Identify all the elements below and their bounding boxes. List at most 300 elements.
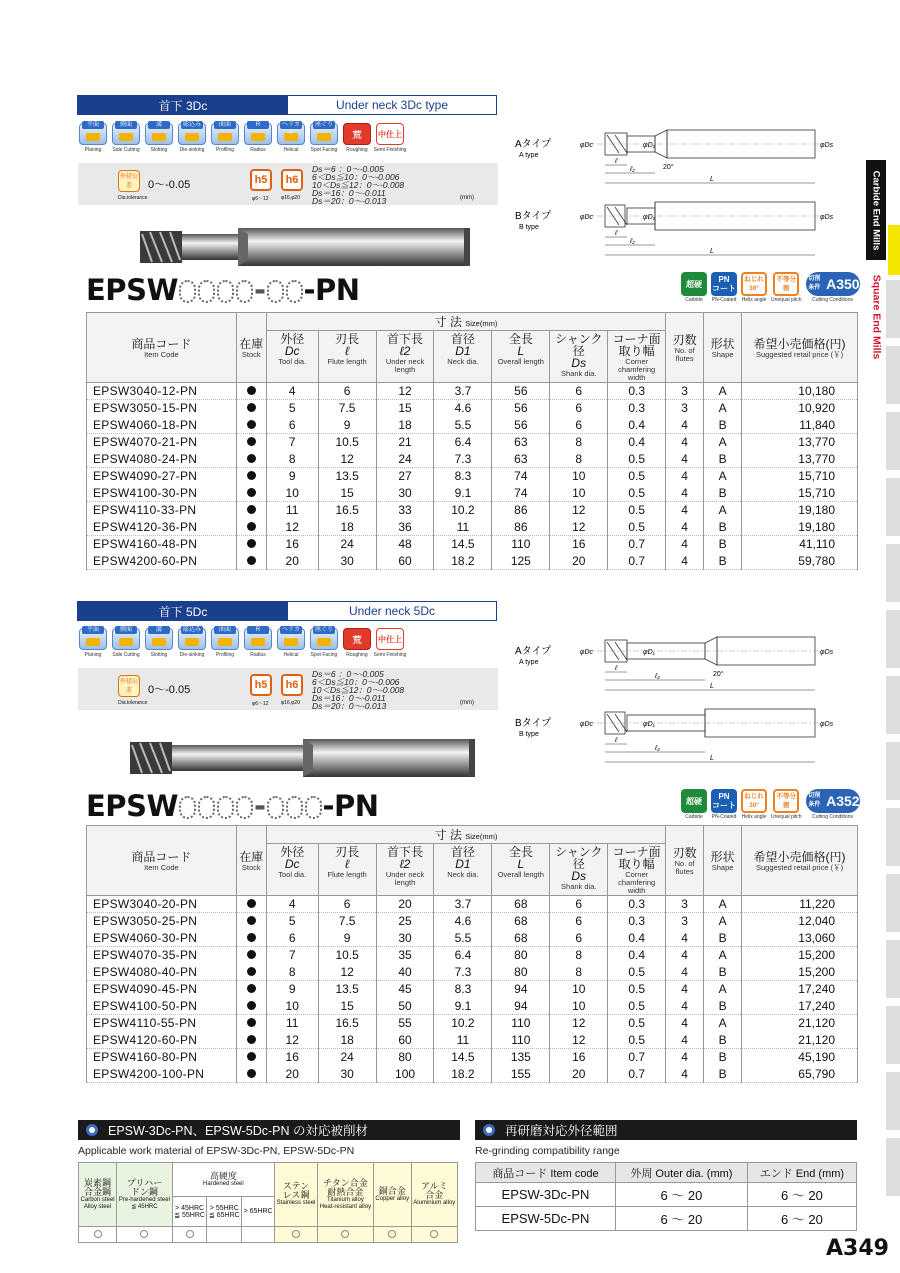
in-stock-icon bbox=[247, 471, 256, 480]
mat-mark bbox=[275, 1227, 318, 1243]
badge-caption: PN-Coated bbox=[711, 297, 737, 303]
d1-label: φD₁ bbox=[643, 214, 655, 221]
badge-caption: Unequal pitch bbox=[771, 814, 802, 820]
app-caption: Helical bbox=[283, 147, 299, 153]
cell: 9 bbox=[266, 981, 318, 998]
stock-cell bbox=[236, 1066, 266, 1083]
badge-label: 切削条件 bbox=[808, 276, 821, 291]
app-caption: Spot Facing bbox=[310, 147, 338, 153]
table-row bbox=[87, 485, 858, 502]
cell: 13,770 bbox=[742, 434, 858, 451]
badge-caption: Helix angle bbox=[741, 814, 767, 820]
cell: B bbox=[704, 964, 742, 981]
cell: 4.6 bbox=[434, 400, 492, 417]
side-index-tab bbox=[886, 676, 900, 734]
app-caption: Profiling bbox=[215, 652, 235, 658]
cell: 13.5 bbox=[318, 981, 376, 998]
cell: B bbox=[704, 1032, 742, 1049]
cell: 8 bbox=[550, 964, 608, 981]
badge-label: ねじれ30° bbox=[744, 276, 764, 292]
cell: 8 bbox=[550, 434, 608, 451]
dia-tolerance-icon-2: 外径公差 bbox=[118, 675, 140, 697]
dc-label: φDc bbox=[579, 214, 593, 221]
cell: 24 bbox=[318, 1049, 376, 1066]
cell: 100 bbox=[376, 1066, 434, 1083]
suitable-icon bbox=[292, 1230, 300, 1238]
cell: 3 bbox=[666, 896, 704, 913]
cell: 9 bbox=[266, 468, 318, 485]
cell: 125 bbox=[492, 553, 550, 570]
cell: B bbox=[704, 485, 742, 502]
cell: 6 bbox=[266, 930, 318, 947]
cell: 0.7 bbox=[608, 553, 666, 570]
mat-col: チタン合金 耐熱合金 Titanium alloy Heat-resistant alloy bbox=[317, 1163, 373, 1227]
cell: 0.5 bbox=[608, 1032, 666, 1049]
cell: 21,120 bbox=[742, 1032, 858, 1049]
semi-finishing-icon: 中仕上 bbox=[376, 628, 404, 650]
app-caption: Helical bbox=[283, 652, 299, 658]
app-caption: Roughing bbox=[346, 652, 368, 658]
stock-cell bbox=[236, 451, 266, 468]
cell: 0.3 bbox=[608, 896, 666, 913]
th-price: 希望小売価格(円) Suggested retail price (￥) bbox=[742, 313, 858, 383]
cell: 0.3 bbox=[608, 913, 666, 930]
item-code: EPSW4070-35-PN bbox=[87, 947, 237, 964]
th-flutes: 刃数 No. of flutes bbox=[666, 313, 704, 383]
side-index-tab bbox=[886, 412, 900, 470]
cell: 14.5 bbox=[434, 536, 492, 553]
cell: 6.4 bbox=[434, 947, 492, 964]
cell: 18 bbox=[318, 1032, 376, 1049]
table-row bbox=[87, 947, 858, 964]
app-radius bbox=[243, 123, 273, 153]
bullet-icon-2 bbox=[483, 1124, 495, 1136]
cell: A bbox=[704, 896, 742, 913]
regrind-table bbox=[475, 1162, 857, 1231]
cell: 13.5 bbox=[318, 468, 376, 485]
mat-col: 銅合金 Copper alloy bbox=[373, 1163, 411, 1227]
application-icons bbox=[78, 123, 405, 153]
cell: 6 bbox=[550, 400, 608, 417]
in-stock-icon bbox=[247, 933, 256, 942]
mat-mark bbox=[79, 1227, 117, 1243]
stock-cell bbox=[236, 383, 266, 400]
badge-caption: Cutting Conditions bbox=[812, 297, 853, 303]
cell: 3 bbox=[666, 913, 704, 930]
cell: 41,110 bbox=[742, 536, 858, 553]
badge-label: PN コート bbox=[712, 792, 736, 810]
shank-tolerance-line: Ds＝6 ：0～-0.005 bbox=[312, 164, 384, 174]
cell: 7 bbox=[266, 947, 318, 964]
badge-label: 切削条件 bbox=[808, 793, 821, 808]
th-item-code: 商品コード Item Code bbox=[87, 826, 237, 896]
cell: 14.5 bbox=[434, 1049, 492, 1066]
cell: B bbox=[704, 998, 742, 1015]
stock-cell bbox=[236, 502, 266, 519]
cell: 4 bbox=[666, 1066, 704, 1083]
section2-header-en: Under neck 5Dc bbox=[288, 602, 496, 620]
cell: 12 bbox=[550, 1015, 608, 1032]
type-label-en: B type bbox=[519, 224, 539, 231]
cell: 110 bbox=[492, 1015, 550, 1032]
regrind-h-end: エンド End (mm) bbox=[747, 1163, 856, 1183]
cell: 0.5 bbox=[608, 964, 666, 981]
item-code: EPSW4120-60-PN bbox=[87, 1032, 237, 1049]
cell: 4 bbox=[666, 434, 704, 451]
mat-carbon: 炭素鋼 合金鋼 Carbon steel Alloy steel bbox=[79, 1163, 117, 1227]
side-index-tab bbox=[886, 940, 900, 998]
badge-caption: Cutting Conditions bbox=[812, 814, 853, 820]
cell: 19,180 bbox=[742, 519, 858, 536]
regrind-cell: 6 ～ 20 bbox=[616, 1207, 748, 1231]
cell: A bbox=[704, 1015, 742, 1032]
regrind-h-outer: 外周 Outer dia. (mm) bbox=[616, 1163, 748, 1183]
cell: 4 bbox=[266, 383, 318, 400]
th-chamfer: コーナ面取り幅 Corner chamfering width bbox=[608, 844, 666, 896]
cell: 36 bbox=[376, 519, 434, 536]
app-caption: Planing bbox=[84, 652, 102, 658]
side-cutting-icon: 側面 bbox=[112, 628, 140, 650]
dc-label: φDc bbox=[579, 142, 593, 149]
cell: 48 bbox=[376, 536, 434, 553]
ds-label: φDs bbox=[820, 649, 834, 656]
item-code: EPSW4090-27-PN bbox=[87, 468, 237, 485]
cell: 7.5 bbox=[318, 400, 376, 417]
l-label: ℓ bbox=[615, 737, 618, 744]
cell: 17,240 bbox=[742, 981, 858, 998]
cell: 9.1 bbox=[434, 998, 492, 1015]
th-item-code: 商品コード Item Code bbox=[87, 313, 237, 383]
in-stock-icon bbox=[247, 899, 256, 908]
cell: 0.4 bbox=[608, 947, 666, 964]
dia-tolerance-value-2: 0～-0.05 bbox=[148, 684, 191, 696]
mat-col: ステン レス鋼 Stainless steel bbox=[275, 1163, 318, 1227]
table-row bbox=[87, 553, 858, 570]
app-side-cutting bbox=[111, 628, 141, 658]
in-stock-icon bbox=[247, 386, 256, 395]
cell: 20 bbox=[550, 1066, 608, 1083]
shank-tolerance-line: 6＜Ds≦10：0～-0.006 bbox=[312, 172, 400, 182]
cell: 4 bbox=[666, 1015, 704, 1032]
side-index-tab bbox=[886, 478, 900, 536]
cell: 18.2 bbox=[434, 553, 492, 570]
badge-carbide bbox=[681, 272, 707, 303]
app-caption: Semi Finishing bbox=[373, 652, 407, 658]
item-code: EPSW4200-100-PN bbox=[87, 1066, 237, 1083]
cell: 56 bbox=[492, 383, 550, 400]
item-code: EPSW4200-60-PN bbox=[87, 553, 237, 570]
suitable-icon bbox=[186, 1230, 194, 1238]
cell: 21 bbox=[376, 434, 434, 451]
cell: 135 bbox=[492, 1049, 550, 1066]
side-index-tab bbox=[886, 1138, 900, 1196]
roughing-icon: 荒 bbox=[343, 628, 371, 650]
in-stock-icon bbox=[247, 403, 256, 412]
cell: 5 bbox=[266, 400, 318, 417]
in-stock-icon bbox=[247, 522, 256, 531]
side-tab-red bbox=[866, 262, 886, 372]
cell: B bbox=[704, 930, 742, 947]
l-label: ℓ bbox=[615, 230, 618, 237]
cell: 45 bbox=[376, 981, 434, 998]
app-caption: Side Cutting bbox=[112, 147, 140, 153]
cell: 8.3 bbox=[434, 468, 492, 485]
side-index-tab bbox=[886, 610, 900, 668]
app-roughing bbox=[342, 628, 372, 658]
roughing-icon: 荒 bbox=[343, 123, 371, 145]
cell: 30 bbox=[376, 930, 434, 947]
app-caption: Profiling bbox=[215, 147, 235, 153]
end-mill-photo-2 bbox=[128, 733, 483, 783]
dia-tolerance-caption: Dia.tolerance bbox=[118, 195, 148, 201]
th-stock: 在庫 Stock bbox=[236, 313, 266, 383]
item-code: EPSW3040-12-PN bbox=[87, 383, 237, 400]
section1-header-en: Under neck 3Dc type bbox=[288, 96, 496, 114]
side-index-tab bbox=[886, 1006, 900, 1064]
table-row bbox=[87, 519, 858, 536]
cell: 12 bbox=[550, 502, 608, 519]
cell: 110 bbox=[492, 1032, 550, 1049]
cell: 4 bbox=[266, 896, 318, 913]
app-caption: Slotting bbox=[150, 147, 168, 153]
dia-tolerance-icon: 外径公差 bbox=[118, 170, 140, 192]
h6-badge: h6 bbox=[281, 169, 303, 191]
regrind-h-code: 商品コード Item code bbox=[476, 1163, 616, 1183]
item-code: EPSW4070-21-PN bbox=[87, 434, 237, 451]
type-label: Bタイプ bbox=[515, 718, 552, 729]
cell: 16 bbox=[266, 1049, 318, 1066]
cell: 15 bbox=[318, 485, 376, 502]
cell: 4 bbox=[666, 981, 704, 998]
cell: 6.4 bbox=[434, 434, 492, 451]
th-stock: 在庫 Stock bbox=[236, 826, 266, 896]
table-row bbox=[87, 400, 858, 417]
cell: 6 bbox=[550, 930, 608, 947]
in-stock-icon bbox=[247, 488, 256, 497]
cell: 16.5 bbox=[318, 1015, 376, 1032]
cell: 4 bbox=[666, 468, 704, 485]
suitable-icon bbox=[430, 1230, 438, 1238]
in-stock-icon bbox=[247, 950, 256, 959]
unit-label: (mm) bbox=[460, 195, 474, 201]
cell: 6 bbox=[266, 417, 318, 434]
cell: 0.7 bbox=[608, 536, 666, 553]
l2-label: ℓ₂ bbox=[630, 238, 635, 245]
suitable-icon bbox=[341, 1230, 349, 1238]
cell: 12 bbox=[318, 964, 376, 981]
cell: 94 bbox=[492, 998, 550, 1015]
cell: A bbox=[704, 913, 742, 930]
cell: 60 bbox=[376, 553, 434, 570]
cell: 7 bbox=[266, 434, 318, 451]
app-die-sinking bbox=[177, 123, 207, 153]
h5-note-2: φ6～12 bbox=[252, 701, 269, 707]
dimension-diagram-2 bbox=[515, 632, 845, 767]
table-row bbox=[87, 383, 858, 400]
cell: 27 bbox=[376, 468, 434, 485]
cell: 56 bbox=[492, 400, 550, 417]
table-row bbox=[87, 896, 858, 913]
cell: 4 bbox=[666, 553, 704, 570]
cell: 0.5 bbox=[608, 519, 666, 536]
side-index-tab bbox=[886, 544, 900, 602]
item-code: EPSW4100-50-PN bbox=[87, 998, 237, 1015]
L-label: L bbox=[710, 755, 714, 762]
stock-cell bbox=[236, 400, 266, 417]
mat-mark bbox=[242, 1227, 275, 1243]
cell: 10.5 bbox=[318, 434, 376, 451]
cell: 20 bbox=[550, 553, 608, 570]
cell: 10.2 bbox=[434, 1015, 492, 1032]
h5-note: φ6～12 bbox=[252, 196, 269, 202]
stock-cell bbox=[236, 519, 266, 536]
table-row bbox=[87, 1066, 858, 1083]
badge-unequal-pitch bbox=[771, 272, 802, 303]
item-code: EPSW4060-18-PN bbox=[87, 417, 237, 434]
cell: 4 bbox=[666, 417, 704, 434]
table-row bbox=[87, 468, 858, 485]
badge-unequal-pitch bbox=[771, 789, 802, 820]
cell: 6 bbox=[318, 896, 376, 913]
cell: 68 bbox=[492, 913, 550, 930]
app-caption: Spot Facing bbox=[310, 652, 338, 658]
side-tab-accent bbox=[888, 225, 900, 275]
app-caption: Semi Finishing bbox=[373, 147, 407, 153]
cell: 15 bbox=[376, 400, 434, 417]
cell: 15,710 bbox=[742, 468, 858, 485]
cell: 10 bbox=[550, 485, 608, 502]
cell: 94 bbox=[492, 981, 550, 998]
l2-label: ℓ₂ bbox=[630, 166, 635, 173]
table-row bbox=[87, 930, 858, 947]
in-stock-icon bbox=[247, 505, 256, 514]
stock-cell bbox=[236, 1032, 266, 1049]
materials-table bbox=[78, 1162, 458, 1243]
cell: 0.3 bbox=[608, 400, 666, 417]
item-code: EPSW4080-24-PN bbox=[87, 451, 237, 468]
cell: 4 bbox=[666, 1032, 704, 1049]
cell: 15,200 bbox=[742, 947, 858, 964]
cell: 0.7 bbox=[608, 1049, 666, 1066]
app-semi-finishing bbox=[375, 628, 405, 658]
cell: 20 bbox=[266, 1066, 318, 1083]
cell: B bbox=[704, 1049, 742, 1066]
stock-cell bbox=[236, 536, 266, 553]
h5-badge: h5 bbox=[250, 169, 272, 191]
cell: 6 bbox=[550, 383, 608, 400]
cell: 55 bbox=[376, 1015, 434, 1032]
cell: 80 bbox=[376, 1049, 434, 1066]
cell: 16.5 bbox=[318, 502, 376, 519]
cell: 33 bbox=[376, 502, 434, 519]
spot-facing-icon: 座ぐり bbox=[310, 123, 338, 145]
type-label-en: A type bbox=[519, 659, 539, 666]
shank-tolerance-list bbox=[312, 165, 404, 205]
cell: 12 bbox=[376, 383, 434, 400]
app-slotting bbox=[144, 628, 174, 658]
table-row bbox=[87, 417, 858, 434]
ds-label: φDs bbox=[820, 721, 834, 728]
table-row bbox=[87, 536, 858, 553]
side-cutting-icon: 側面 bbox=[112, 123, 140, 145]
th-ds: シャンク径 Ds Shank dia. bbox=[550, 844, 608, 896]
app-roughing bbox=[342, 123, 372, 153]
app-caption: Radius bbox=[250, 147, 266, 153]
side-index-tab bbox=[886, 1072, 900, 1130]
badge-pn-coated bbox=[711, 272, 737, 303]
th-ds: シャンク径 Ds Shank dia. bbox=[550, 331, 608, 383]
cell: 80 bbox=[492, 964, 550, 981]
cell: B bbox=[704, 451, 742, 468]
th-dimensions: 寸 法 Size(mm) bbox=[266, 313, 665, 331]
cell: 5.5 bbox=[434, 930, 492, 947]
section1-title: EPSW - -PN bbox=[86, 273, 360, 307]
side-index-tab bbox=[886, 742, 900, 800]
type-label-en: A type bbox=[519, 152, 539, 159]
h6-note-2: φ16,φ20 bbox=[281, 700, 300, 706]
mat-mark bbox=[411, 1227, 457, 1243]
in-stock-icon bbox=[247, 454, 256, 463]
cell: 25 bbox=[376, 913, 434, 930]
slotting-icon: 溝 bbox=[145, 123, 173, 145]
end-mill-photo bbox=[138, 222, 478, 272]
d1-label: φD₁ bbox=[643, 721, 655, 728]
stock-cell bbox=[236, 896, 266, 913]
badge-carbide bbox=[681, 789, 707, 820]
in-stock-icon bbox=[247, 420, 256, 429]
cell: 7.5 bbox=[318, 913, 376, 930]
table-row bbox=[476, 1183, 857, 1207]
app-slotting bbox=[144, 123, 174, 153]
cell: 4 bbox=[666, 1049, 704, 1066]
cell: B bbox=[704, 1066, 742, 1083]
cell: 20 bbox=[376, 896, 434, 913]
badge-caption: Carbide bbox=[685, 814, 703, 820]
app-caption: Die-sinking bbox=[179, 147, 205, 153]
shank-tolerance-line: Ds＝16：0～-0.011 bbox=[312, 693, 386, 703]
radius-icon: R bbox=[244, 628, 272, 650]
stock-cell bbox=[236, 1015, 266, 1032]
in-stock-icon bbox=[247, 967, 256, 976]
feature-badges-2 bbox=[681, 789, 860, 820]
cell: 11 bbox=[266, 502, 318, 519]
cell: 59,780 bbox=[742, 553, 858, 570]
badge-caption: PN-Coated bbox=[711, 814, 737, 820]
h6-badge-2: h6 bbox=[281, 674, 303, 696]
angle-label: 20° bbox=[663, 164, 674, 171]
type-label: Bタイプ bbox=[515, 211, 552, 222]
in-stock-icon bbox=[247, 916, 256, 925]
cell: 63 bbox=[492, 434, 550, 451]
shank-tolerance-list-2 bbox=[312, 670, 404, 710]
side-index-tab bbox=[886, 874, 900, 932]
cell: 0.4 bbox=[608, 930, 666, 947]
th-l: 刃長 ℓ Flute length bbox=[318, 331, 376, 383]
app-semi-finishing bbox=[375, 123, 405, 153]
badge-caption: Unequal pitch bbox=[771, 297, 802, 303]
cell: 13,060 bbox=[742, 930, 858, 947]
section1-header-jp: 首下 3Dc bbox=[78, 96, 288, 114]
cell: 24 bbox=[376, 451, 434, 468]
regrind-cell: 6 ～ 20 bbox=[747, 1183, 856, 1207]
cell: 3 bbox=[666, 383, 704, 400]
cell: 16 bbox=[550, 1049, 608, 1066]
cell: A bbox=[704, 502, 742, 519]
dc-label: φDc bbox=[579, 649, 593, 656]
shank-tolerance-line: Ds＝20：0～-0.013 bbox=[312, 701, 387, 711]
cell: 11,840 bbox=[742, 417, 858, 434]
cell: 4 bbox=[666, 964, 704, 981]
